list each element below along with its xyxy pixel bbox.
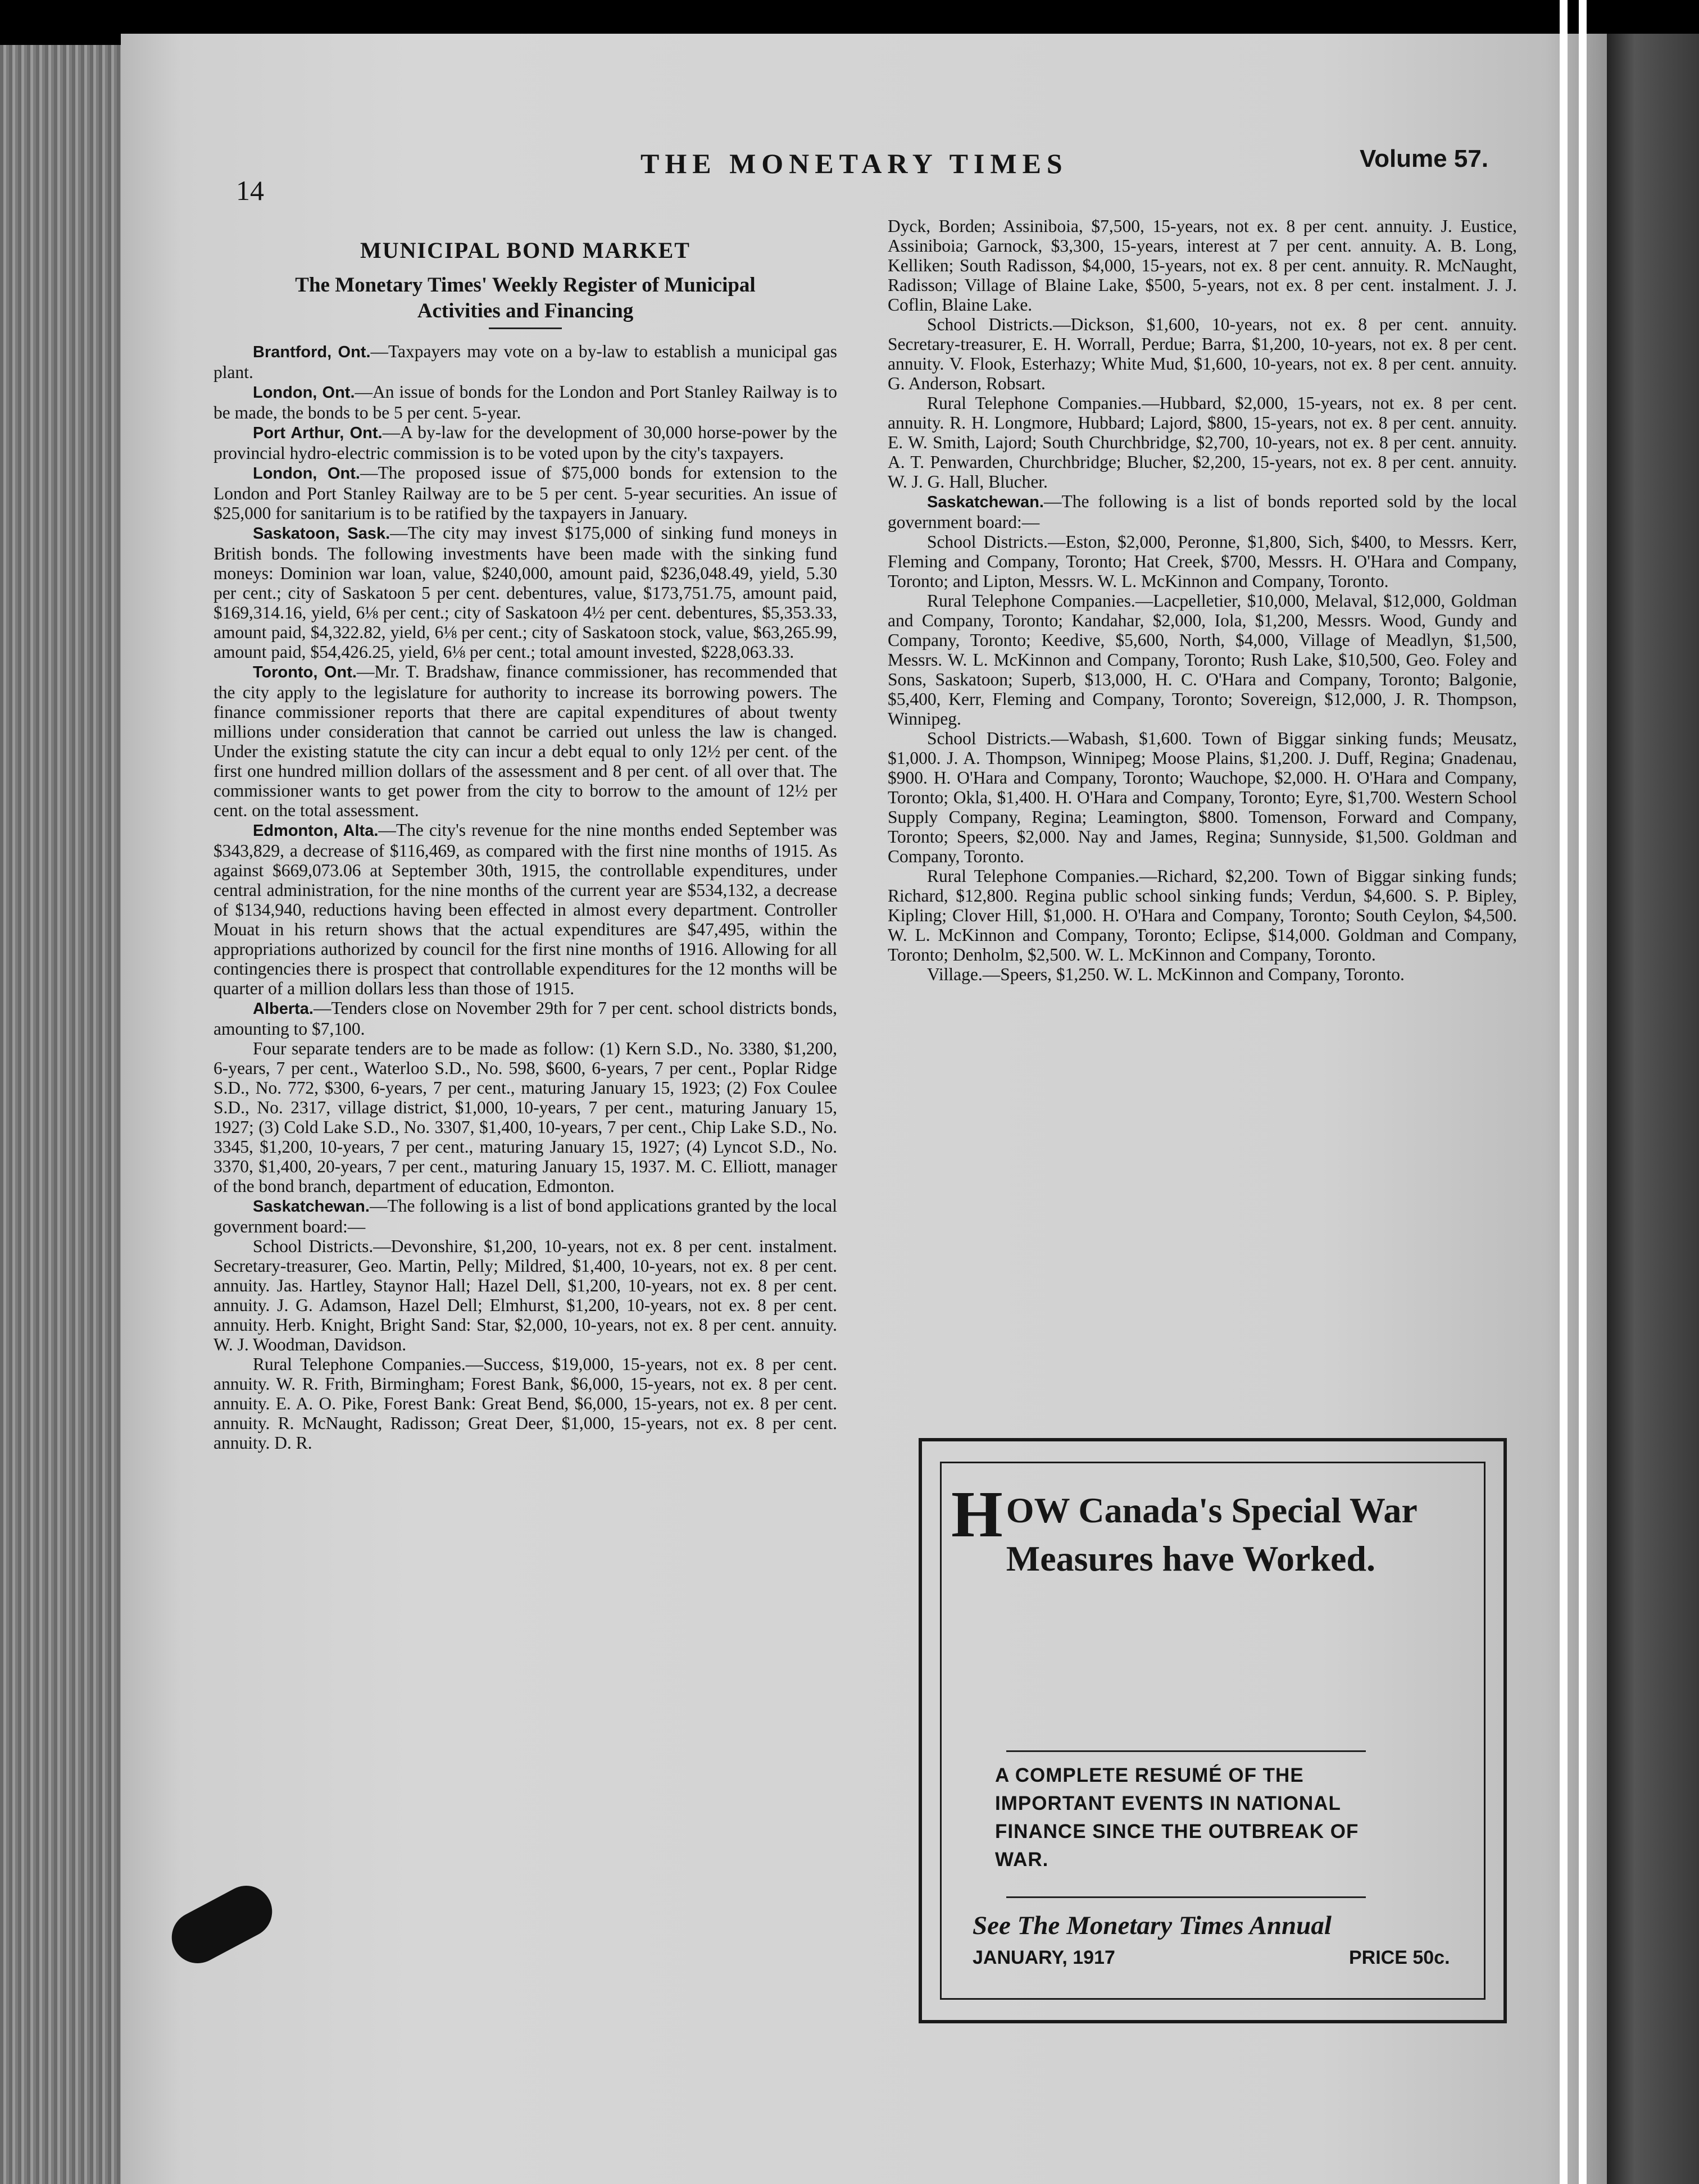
entry-text: —The following is a list of bond applications granted by the local government board:— [213, 1196, 837, 1236]
entry-text: Rural Telephone Companies.—Lacpelletier, $10,000, Melaval, $12,000, Goldman and Company, Toronto; Kandahar, $2,000, Iola, $1,200, Messrs. Wood, Gundy and Company, Toronto; Keedive, $5,600, North, $4,000, Village of Meadlyn, $1,500, Messrs. W. L. McKinnon and Company, Toronto; Rush Lake, $10,500, Geo. Foley and Sons, Saskatoon; Superb, $13,000, H. C. O'Hara and Company, Toronto; Balgonie, $5,400, Kerr, Fleming and Company, Toronto; Sovereign, $12,000, J. R. Thompson, Winnipeg. [888, 591, 1517, 729]
place-name: Saskatchewan. [927, 493, 1044, 511]
film-frame-bar [1560, 0, 1568, 2184]
entry-text: Rural Telephone Companies.—Hubbard, $2,000, 15-years, not ex. 8 per cent. annuity. R. H. Longmore, Hubbard; Lajord, $800, 15-years, not ex. 8 per cent. annuity. E. W. Smith, Lajord; South Churchbridge, $2,700, 10-years, not ex. 8 per cent. annuity. A. T. Penwarden, Churchbridge; Blucher, $2,200, 15-years, not ex. 8 per cent. annuity. W. J. G. Hall, Blucher. [888, 393, 1517, 492]
ad-headline [951, 1477, 1434, 1583]
right-column-entries [888, 216, 1517, 984]
film-frame-bar [1579, 0, 1587, 2184]
bond-entry [888, 964, 1517, 984]
bond-entry [888, 532, 1517, 591]
volume-label: Volume 57. [1360, 145, 1489, 172]
place-name: Saskatchewan. [253, 1198, 370, 1216]
bond-entry [888, 492, 1517, 532]
left-column-entries [213, 342, 837, 1453]
bond-entry [213, 662, 837, 820]
bond-entry [888, 393, 1517, 492]
bond-entry [213, 382, 837, 422]
bond-entry [888, 315, 1517, 393]
ad-subtext: A COMPLETE RESUMÉ OF THE IMPORTANT EVENTS IN NATIONAL FINANCE SINCE THE OUTBREAK OF WAR. [995, 1764, 1359, 1871]
entry-text: School Districts.—Wabash, $1,600. Town of Biggar sinking funds; Meusatz, $1,000. J. A. Thompson, Winnipeg; Moose Plains, $1,200. J. Duff, Regina; Gnadenau, $900. H. O'Hara and Company, Toronto; Wauchope, $2,000. H. O'Hara and Company, Toronto; Okla, $1,400. H. O'Hara and Company, Toronto; Eyre, $1,700. Western School Supply Company, Regina; Leamington, $800. Tomenson, Forward and Company, Toronto; Speers, $2,000. Nay and James, Regina; Sunnyside, $1,500. Goldman and Company, Toronto. [888, 729, 1517, 866]
ad-headline-text: OW Canada's Special War Measures have Worked. [1006, 1490, 1417, 1578]
entry-text: —An issue of bonds for the London and Port Stanley Railway is to be made, the bonds to be 5 per cent. 5-year. [213, 382, 837, 422]
title-rule [489, 327, 562, 329]
bond-entry [213, 1039, 837, 1196]
bond-entry [213, 998, 837, 1039]
entry-text: —The following is a list of bonds reported sold by the local government board:— [888, 492, 1517, 532]
page-number: 14 [236, 175, 264, 206]
place-name: Brantford, Ont. [253, 343, 371, 361]
place-name: London, Ont. [253, 384, 355, 402]
bond-entry [888, 591, 1517, 729]
entry-text: School Districts.—Dickson, $1,600, 10-years, not ex. 8 per cent. annuity. Secretary-treasurer, E. H. Worrall, Perdue; Barra, $1,200, 10-years, not ex. 8 per cent. annuity. V. Flook, Esterhazy; White Mud, $1,600, 10-years, not ex. 8 per cent. annuity. G. Anderson, Robsart. [888, 315, 1517, 393]
place-name: Alberta. [253, 1000, 314, 1018]
entry-text: —Taxpayers may vote on a by-law to establish a municipal gas plant. [213, 342, 837, 382]
bond-entry [213, 1354, 837, 1453]
bond-entry [213, 342, 837, 382]
ad-rule [1006, 1896, 1366, 1898]
bond-entry [888, 216, 1517, 315]
entry-text: —The proposed issue of $75,000 bonds for extension to the London and Port Stanley Railway are to be 5 per cent. 5-year securities. An issue of $25,000 for sanitarium is to be ratified by the taxpayers in January. [213, 463, 837, 523]
bond-entry [213, 463, 837, 523]
entry-text: Rural Telephone Companies.—Success, $19,000, 15-years, not ex. 8 per cent. annuity. W. R. Frith, Birmingham; Forest Bank, $6,000, 15-years, not ex. 8 per cent. annuity. E. A. O. Pike, Forest Bank: Great Bend, $6,000, 15-years, not ex. 8 per cent. annuity. R. McNaught, Radisson; Great Deer, $1,000, 15-years, not ex. 8 per cent. annuity. D. R. [213, 1354, 837, 1453]
register-title [213, 272, 837, 324]
entry-text: Four separate tenders are to be made as follow: (1) Kern S.D., No. 3380, $1,200, 6-years, 7 per cent., Waterloo S.D., No. 598, $600, 6-years, 7 per cent., Poplar Ridge S.D., No. 772, $300, 6-years, 7 per cent., maturing January 15, 1923; (2) Fox Coulee S.D., No. 2317, village district, $1,000, 10-years, 7 per cent., maturing January 15, 1927; (3) Cold Lake S.D., No. 3307, $1,400, 10-years, 7 per cent., Chip Lake S.D., No. 3345, $1,200, 10-years, 7 per cent., maturing January 15, 1927; (4) Lyncot S.D., No. 3370, $1,400, 20-years, 7 per cent., maturing January 15, 1937. M. C. Elliott, manager of the bond branch, department of education, Edmonton. [213, 1039, 837, 1196]
bond-entry [213, 820, 837, 998]
masthead-title: THE MONETARY TIMES [640, 148, 1068, 179]
bond-entry [888, 866, 1517, 964]
place-name: Port Arthur, Ont. [253, 424, 383, 442]
ad-call-to-action: See The Monetary Times Annual [973, 1911, 1332, 1940]
bond-entry [213, 1196, 837, 1236]
register-title-line: The Monetary Times' Weekly Register of Municipal [295, 274, 756, 297]
place-name: Toronto, Ont. [253, 663, 357, 681]
ad-rule [1006, 1750, 1366, 1752]
entry-text: —Tenders close on November 29th for 7 per cent. school districts bonds, amounting to $7,100. [213, 998, 837, 1039]
right-column [888, 216, 1517, 984]
ad-headline-initial: H [951, 1477, 1003, 1551]
entry-text: Rural Telephone Companies.—Richard, $2,200. Town of Biggar sinking funds; Richard, $12,800. Regina public school sinking funds; Verdun, $4,600. S. P. Bipley, Kipling; Clover Hill, $1,000. H. O'Hara and Company, Toronto; South Ceylon, $4,500. W. L. McKinnon and Company, Toronto; Eclipse, $14,000. Goldman and Company, Toronto; Denholm, $2,500. W. L. McKinnon and Company, Toronto. [888, 866, 1517, 964]
ad-price: PRICE 50c. [1349, 1947, 1450, 1968]
place-name: Edmonton, Alta. [253, 822, 379, 840]
entry-text: Dyck, Borden; Assiniboia, $7,500, 15-years, not ex. 8 per cent. annuity. J. Eustice, Assiniboia; Garnock, $3,300, 15-years, interest at 7 per cent. annuity. A. B. Long, Kelliken; South Radisson, $4,000, 15-years, not ex. 8 per cent. annuity. R. McNaught, Radisson; Village of Blaine Lake, $500, 5-years, not ex. 8 per cent. instalment. J. J. Coflin, Blaine Lake. [888, 216, 1517, 315]
entry-text: —Mr. T. Bradshaw, finance commissioner, has recommended that the city apply to the legislature for authority to increase its borrowing powers. The finance commissioner reports that there are capital expenditures of about twenty millions under consideration that cannot be carried out unless the law is changed. Under the existing statute the city can incur a debt equal to only 12½ per cent. of the first one hundred million dollars of the assessment and 8 per cent. of all over that. The commissioner wants to get power from the city to borrow to the amount of 12½ per cent. on the total assessment. [213, 662, 838, 820]
entry-text: School Districts.—Eston, $2,000, Peronne, $1,800, Sich, $400, to Messrs. Kerr, Fleming and Company, Toronto; Hat Creek, $700, Messrs. H. O'Hara and Company, Toronto; and Lipton, Messrs. W. L. McKinnon and Company, Toronto. [888, 532, 1517, 591]
bond-entry [888, 729, 1517, 866]
annual-advertisement [919, 1438, 1507, 2023]
entry-text: Village.—Speers, $1,250. W. L. McKinnon and Company, Toronto. [927, 964, 1405, 984]
entry-text: —The city may invest $175,000 of sinking fund moneys in British bonds. The following investments have been made with the sinking fund moneys: Dominion war loan, value, $240,000, amount paid, $236,048.49, yield, 5.30 per cent.; city of Saskatoon 5 per cent. debentures, value, $173,751.75, amount paid, $169,314.16, yield, 6⅛ per cent.; city of Saskatoon 4½ per cent. debentures, $5,353.33, amount paid, $4,322.82, yield, 6⅛ per cent.; city of Saskatoon stock, value, $63,265.99, amount paid, $54,426.25, yield, 6⅛ per cent.; total amount invested, $228,063.33. [213, 523, 838, 662]
section-heading: MUNICIPAL BOND MARKET [360, 238, 690, 263]
register-title-line: Activities and Financing [417, 299, 634, 322]
bond-entry [213, 1236, 837, 1354]
entry-text: School Districts.—Devonshire, $1,200, 10-years, not ex. 8 per cent. instalment. Secretary-treasurer, Geo. Martin, Pelly; Mildred, $1,400, 10-years, not ex. 8 per cent. annuity. Jas. Hartley, Staynor Hall; Hazel Dell, $1,200, 10-years, not ex. 8 per cent. annuity. J. G. Adamson, Hazel Dell; Elmhurst, $1,200, 10-years, not ex. 8 per cent. annuity. Herb. Knight, Bright Sand: Star, $2,000, 10-years, not ex. 8 per cent. annuity. W. J. Woodman, Davidson. [213, 1236, 837, 1354]
bond-entry [213, 422, 837, 463]
entry-text: —A by-law for the development of 30,000 horse-power by the provincial hydro-electric commission is to be voted upon by the city's taxpayers. [213, 422, 837, 463]
ad-date: JANUARY, 1917 [973, 1947, 1115, 1968]
left-column [213, 225, 837, 1453]
place-name: Saskatoon, Sask. [253, 525, 390, 543]
bond-entry [213, 523, 837, 662]
book-page-edges [0, 45, 129, 2184]
entry-text: —The city's revenue for the nine months ended September was $343,829, a decrease of $116,469, as compared with the first nine months of 1915. As against $669,073.06 at September 30th, 1915, the controllable expenditures, under central administration, for the nine months of the current year are $534,132, a decrease of $134,940, reductions having been effected in almost every department. Controller Mouat in his return shows that the actual expenditures are $47,495, within the appropriations authorized by council for the first nine months of 1916. Allowing for all contingencies there is prospect that controllable expenditures for the 12 months will be quarter of a million dollars less than those of 1915. [213, 820, 837, 998]
facing-page-shadow [1607, 34, 1699, 2184]
place-name: London, Ont. [253, 465, 360, 483]
